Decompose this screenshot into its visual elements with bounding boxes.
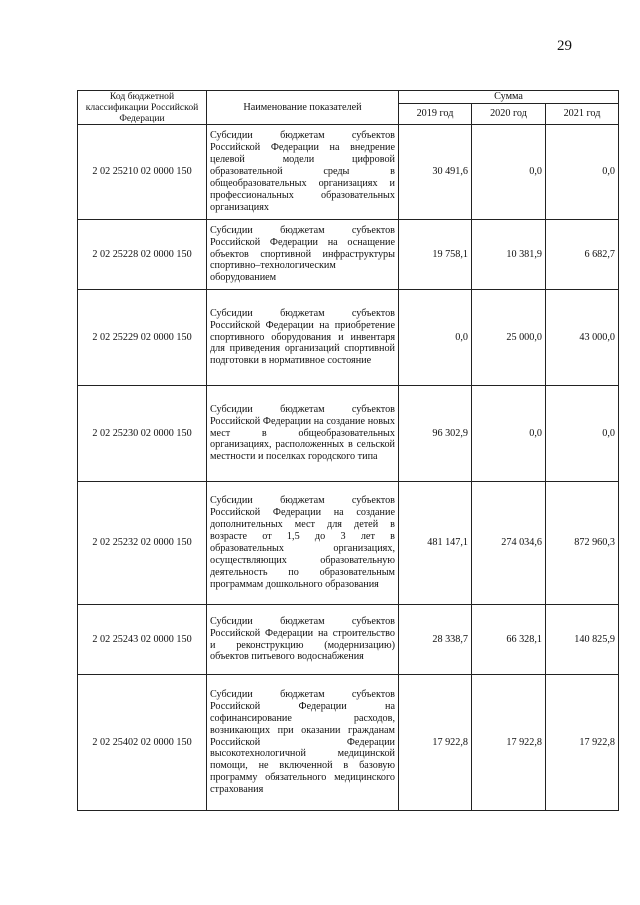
value-2020: 274 034,6 bbox=[472, 482, 546, 605]
header-sum: Сумма bbox=[399, 91, 619, 104]
header-year-2021: 2021 год bbox=[546, 104, 619, 125]
header-year-2019: 2019 год bbox=[399, 104, 472, 125]
value-2021: 872 960,3 bbox=[546, 482, 619, 605]
row-name: Субсидии бюджетам субъектов Российской Федерации на создание новых мест в общеобразовательных организациях, расположенных в сельской местности и поселках городского типа bbox=[207, 386, 399, 482]
value-2020: 25 000,0 bbox=[472, 290, 546, 386]
value-2021: 0,0 bbox=[546, 125, 619, 220]
value-2020: 0,0 bbox=[472, 386, 546, 482]
value-2019: 481 147,1 bbox=[399, 482, 472, 605]
value-2020: 17 922,8 bbox=[472, 675, 546, 811]
value-2019: 0,0 bbox=[399, 290, 472, 386]
header-code: Код бюджетной классификации Российской Федерации bbox=[78, 91, 207, 125]
table-row bbox=[78, 290, 619, 386]
row-code: 2 02 25229 02 0000 150 bbox=[78, 290, 207, 386]
value-2019: 96 302,9 bbox=[399, 386, 472, 482]
row-name: Субсидии бюджетам субъектов Российской Федерации на создание дополнительных мест для детей в возрасте от 1,5 до 3 лет в образовательных организациях, осуществляющих образовательную деятельность по образовательным программам дошкольного образования bbox=[207, 482, 399, 605]
row-code: 2 02 25232 02 0000 150 bbox=[78, 482, 207, 605]
row-code: 2 02 25243 02 0000 150 bbox=[78, 605, 207, 675]
row-code: 2 02 25402 02 0000 150 bbox=[78, 675, 207, 811]
table-row bbox=[78, 605, 619, 675]
header-year-2020: 2020 год bbox=[472, 104, 546, 125]
row-code: 2 02 25230 02 0000 150 bbox=[78, 386, 207, 482]
row-name: Субсидии бюджетам субъектов Российской Федерации на оснащение объектов спортивной инфраструктуры спортивно–технологическим оборудованием bbox=[207, 220, 399, 290]
row-name: Субсидии бюджетам субъектов Российской Федерации на строительство и реконструкцию (модернизацию) объектов питьевого водоснабжения bbox=[207, 605, 399, 675]
row-code: 2 02 25210 02 0000 150 bbox=[78, 125, 207, 220]
value-2019: 19 758,1 bbox=[399, 220, 472, 290]
value-2021: 43 000,0 bbox=[546, 290, 619, 386]
table-row bbox=[78, 675, 619, 811]
value-2021: 0,0 bbox=[546, 386, 619, 482]
header-name: Наименование показателей bbox=[207, 91, 399, 125]
value-2021: 17 922,8 bbox=[546, 675, 619, 811]
row-code: 2 02 25228 02 0000 150 bbox=[78, 220, 207, 290]
budget-table bbox=[77, 90, 619, 811]
page-number: 29 bbox=[557, 38, 572, 54]
table-row bbox=[78, 125, 619, 220]
value-2019: 30 491,6 bbox=[399, 125, 472, 220]
value-2021: 6 682,7 bbox=[546, 220, 619, 290]
table-row bbox=[78, 220, 619, 290]
value-2020: 10 381,9 bbox=[472, 220, 546, 290]
value-2020: 66 328,1 bbox=[472, 605, 546, 675]
row-name: Субсидии бюджетам субъектов Российской Федерации на внедрение целевой модели цифровой образовательной среды в общеобразовательных организациях и профессиональных образовательных организациях bbox=[207, 125, 399, 220]
row-name: Субсидии бюджетам субъектов Российской Федерации на софинансирование расходов, возникающих при оказании гражданам Российской Федерации высокотехнологичной медицинской помощи, не включенной в базовую программу обязательного медицинского страхования bbox=[207, 675, 399, 811]
row-name: Субсидии бюджетам субъектов Российской Федерации на приобретение спортивного оборудования и инвентаря для приведения организаций спортивной подготовки в нормативное состояние bbox=[207, 290, 399, 386]
value-2019: 17 922,8 bbox=[399, 675, 472, 811]
value-2019: 28 338,7 bbox=[399, 605, 472, 675]
table-row bbox=[78, 386, 619, 482]
value-2021: 140 825,9 bbox=[546, 605, 619, 675]
value-2020: 0,0 bbox=[472, 125, 546, 220]
table-row bbox=[78, 482, 619, 605]
